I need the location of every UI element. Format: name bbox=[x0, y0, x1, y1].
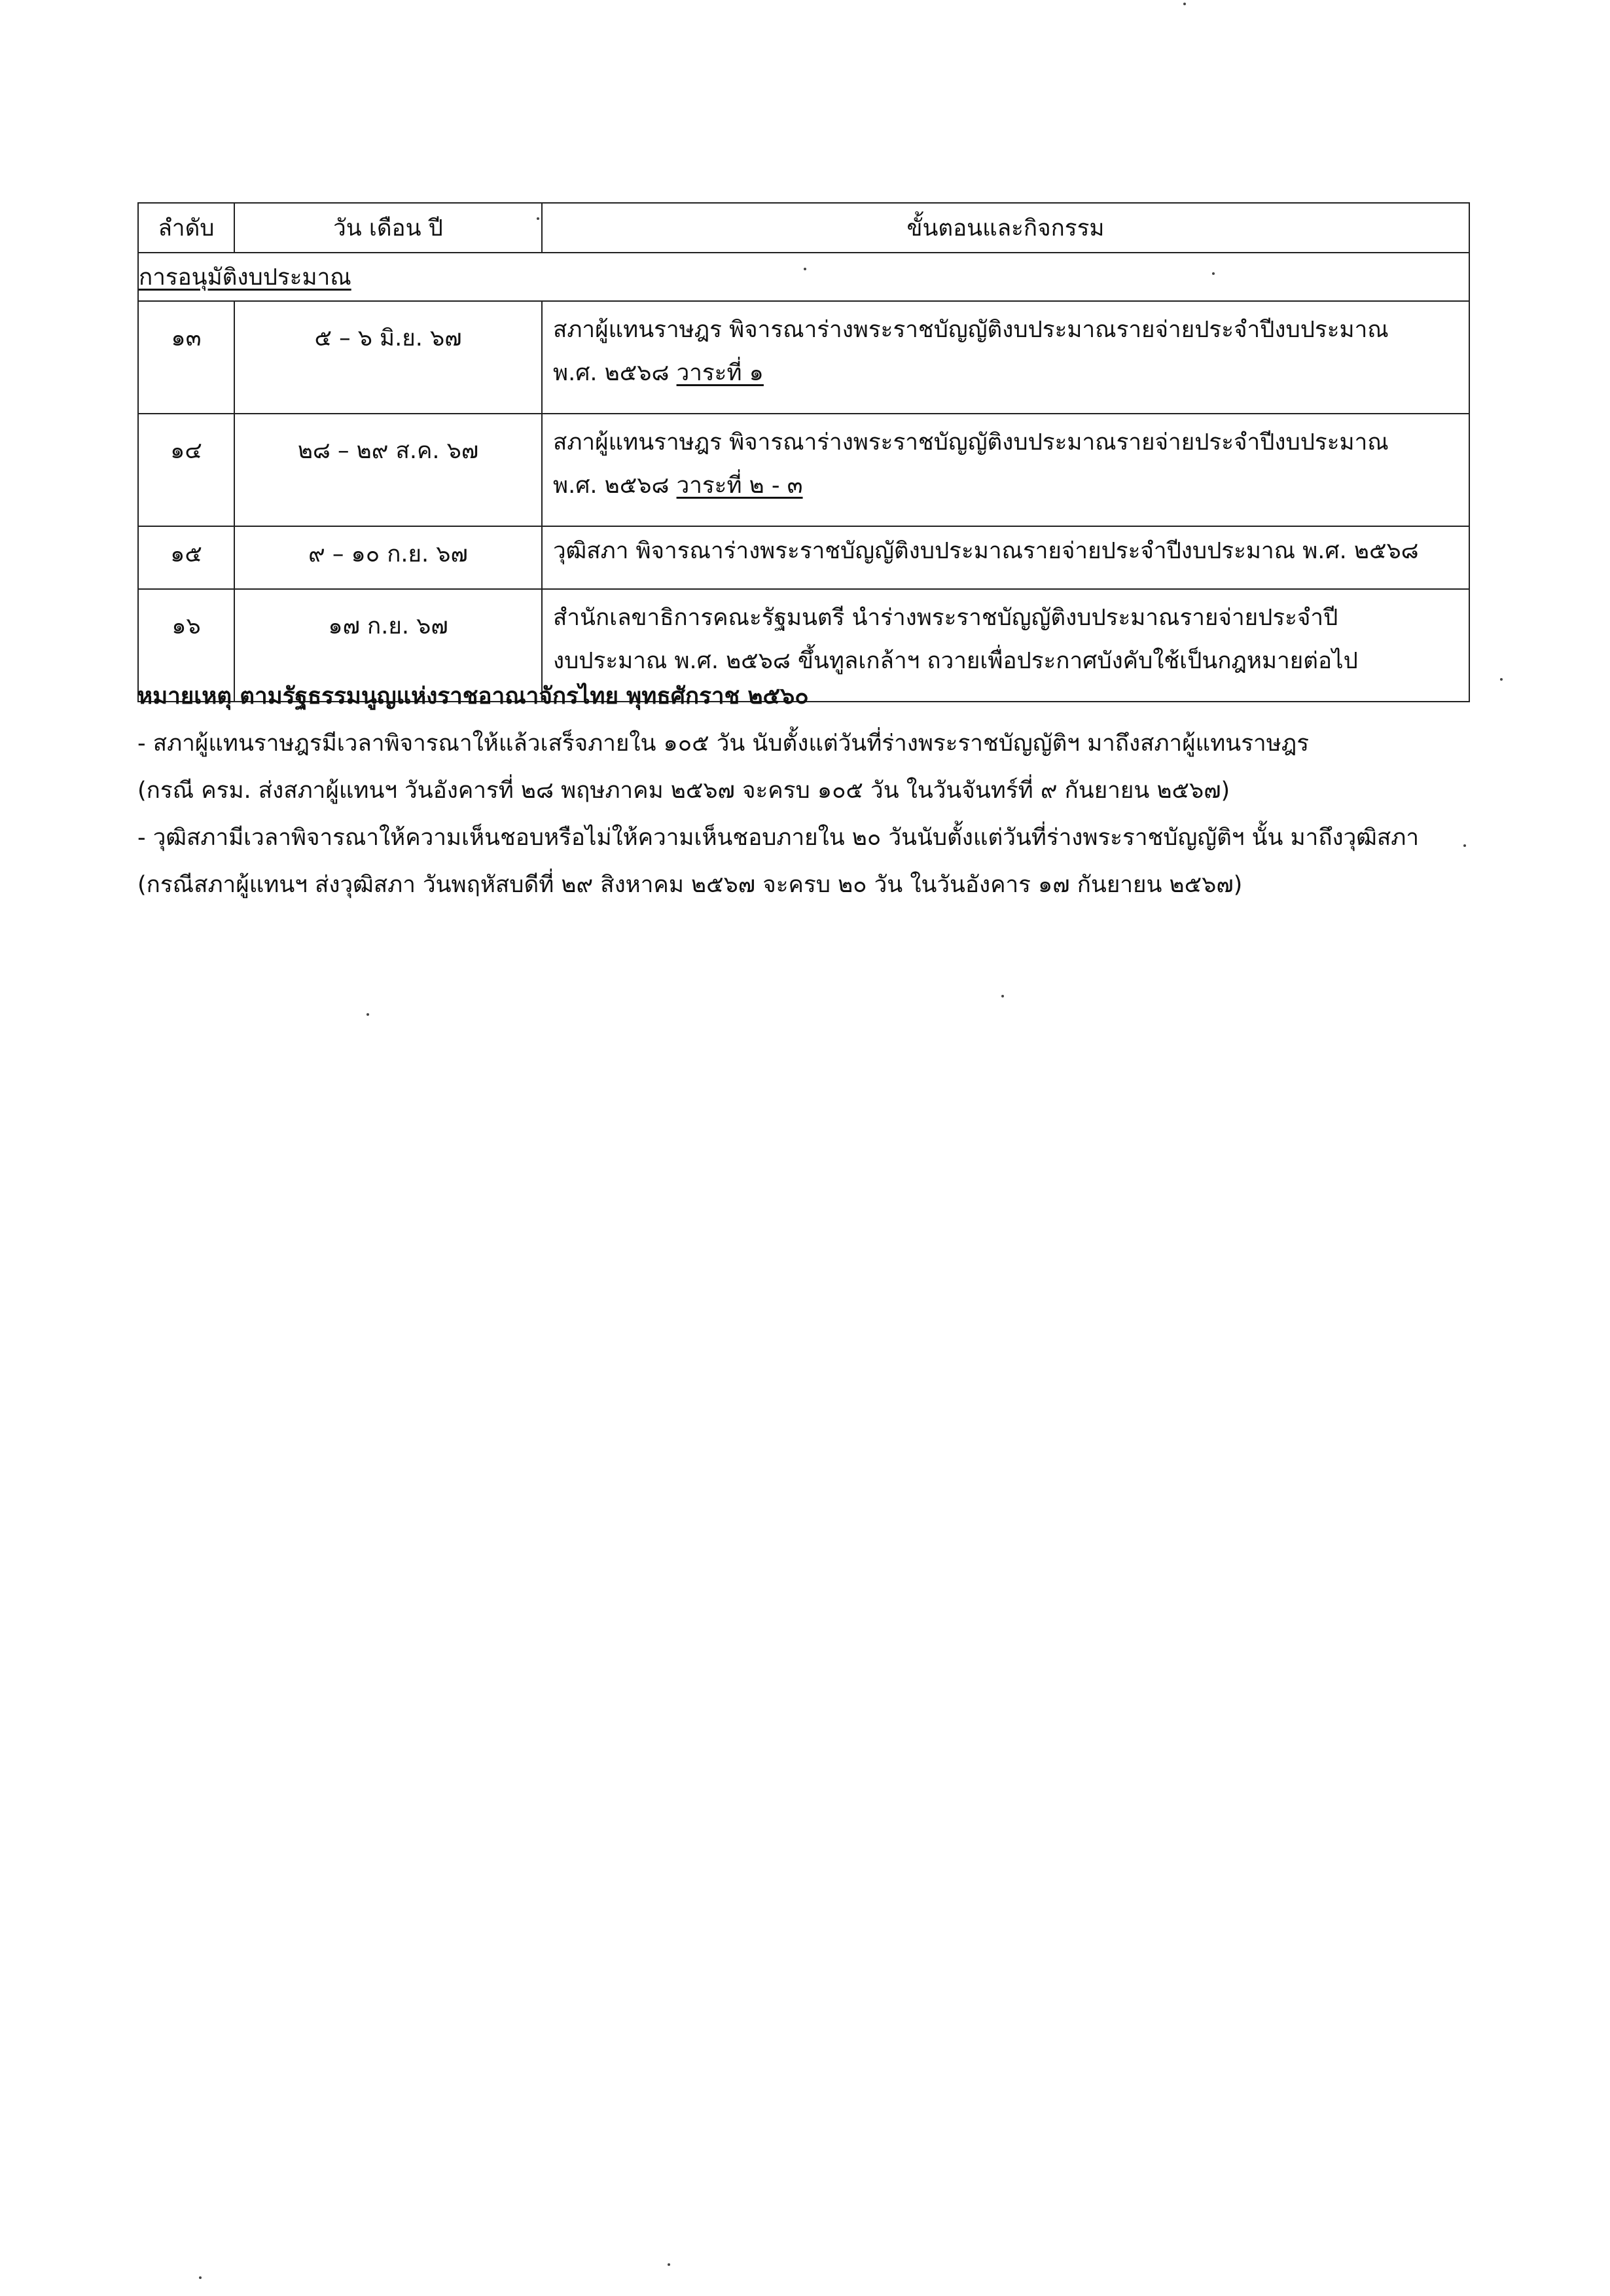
activity-line: วุฒิสภา พิจารณาร่างพระราชบัญญัติงบประมาณรายจ่ายประจำปีงบประมาณ พ.ศ. ๒๕๖๘ bbox=[553, 538, 1419, 564]
scan-speck bbox=[804, 268, 806, 270]
activity-line: สภาผู้แทนราษฎร พิจารณาร่างพระราชบัญญัติงบประมาณรายจ่ายประจำปีงบประมาณ bbox=[553, 429, 1389, 456]
row-no: ๑๕ bbox=[138, 526, 234, 589]
activity-line bbox=[553, 464, 1457, 507]
note-line: (กรณี ครม. ส่งสภาผู้แทนฯ วันอังคารที่ ๒๘ พฤษภาคม ๒๕๖๗ จะครบ ๑๐๕ วัน ในวันจันทร์ที่ ๙ กันยายน ๒๕๖๗) bbox=[137, 778, 1230, 804]
notes-section bbox=[137, 673, 1473, 908]
activity-text: พ.ศ. ๒๕๖๘ bbox=[553, 360, 677, 386]
activity-line: งบประมาณ พ.ศ. ๒๕๖๘ ขึ้นทูลเกล้าฯ ถวายเพื่อประกาศบังคับใช้เป็นกฎหมายต่อไป bbox=[553, 648, 1358, 674]
section-title: การอนุมัติงบประมาณ bbox=[139, 264, 351, 291]
section-row bbox=[138, 253, 1469, 301]
scan-speck bbox=[1463, 844, 1466, 847]
note-line: - สภาผู้แทนราษฎรมีเวลาพิจารณาให้แล้วเสร็จภายใน ๑๐๕ วัน นับตั้งแต่วันที่ร่างพระราชบัญญัติฯ มาถึงสภาผู้แทนราษฎร bbox=[137, 730, 1310, 757]
row-activity bbox=[542, 414, 1469, 526]
note-line: - วุฒิสภามีเวลาพิจารณาให้ความเห็นชอบหรือไม่ให้ความเห็นชอบภายใน ๒๐ วันนับตั้งแต่วันที่ร่างพระราชบัญญัติฯ นั้น มาถึงวุฒิสภา bbox=[137, 825, 1419, 851]
agenda-label: วาระที่ ๑ bbox=[676, 360, 764, 386]
scan-speck bbox=[367, 1013, 369, 1016]
table-row bbox=[138, 526, 1469, 589]
table-row bbox=[138, 414, 1469, 526]
activity-line: สำนักเลขาธิการคณะรัฐมนตรี นำร่างพระราชบัญญัติงบประมาณรายจ่ายประจำปี bbox=[553, 605, 1338, 631]
agenda-label: วาระที่ ๒ - ๓ bbox=[676, 473, 803, 499]
row-no: ๑๔ bbox=[138, 414, 234, 526]
scan-speck bbox=[1001, 995, 1004, 997]
header-date: วัน เดือน ปี bbox=[234, 203, 542, 253]
activity-line: สภาผู้แทนราษฎร พิจารณาร่างพระราชบัญญัติงบประมาณรายจ่ายประจำปีงบประมาณ bbox=[553, 317, 1389, 343]
row-no: ๑๓ bbox=[138, 301, 234, 414]
scan-speck bbox=[1500, 678, 1503, 681]
section-cell bbox=[138, 253, 1469, 301]
scan-speck bbox=[199, 2276, 202, 2279]
table-header-row bbox=[138, 203, 1469, 253]
notes-heading: หมายเหตุ ตามรัฐธรรมนูญแห่งราชอาณาจักรไทย พุทธศักราช ๒๕๖๐ bbox=[137, 683, 809, 709]
budget-schedule-table bbox=[137, 202, 1470, 702]
scan-speck bbox=[537, 217, 539, 220]
note-line: (กรณีสภาผู้แทนฯ ส่งวุฒิสภา วันพฤหัสบดีที่ ๒๙ สิงหาคม ๒๕๖๗ จะครบ ๒๐ วัน ในวันอังคาร ๑๗ กันยายน ๒๕๖๗) bbox=[137, 872, 1243, 898]
row-no: ๑๖ bbox=[138, 589, 234, 702]
header-no: ลำดับ bbox=[138, 203, 234, 253]
activity-text: พ.ศ. ๒๕๖๘ bbox=[553, 473, 677, 499]
table-row bbox=[138, 301, 1469, 414]
scan-speck bbox=[1212, 272, 1215, 275]
scan-speck bbox=[668, 2263, 670, 2266]
row-date: ๕ – ๖ มิ.ย. ๖๗ bbox=[234, 301, 542, 414]
row-activity bbox=[542, 301, 1469, 414]
row-date: ๒๘ – ๒๙ ส.ค. ๖๗ bbox=[234, 414, 542, 526]
header-activity: ขั้นตอนและกิจกรรม bbox=[542, 203, 1469, 253]
row-date: ๑๗ ก.ย. ๖๗ bbox=[234, 589, 542, 702]
row-activity bbox=[542, 526, 1469, 589]
activity-line bbox=[553, 351, 1457, 395]
row-date: ๙ – ๑๐ ก.ย. ๖๗ bbox=[234, 526, 542, 589]
scan-speck bbox=[1183, 3, 1186, 5]
